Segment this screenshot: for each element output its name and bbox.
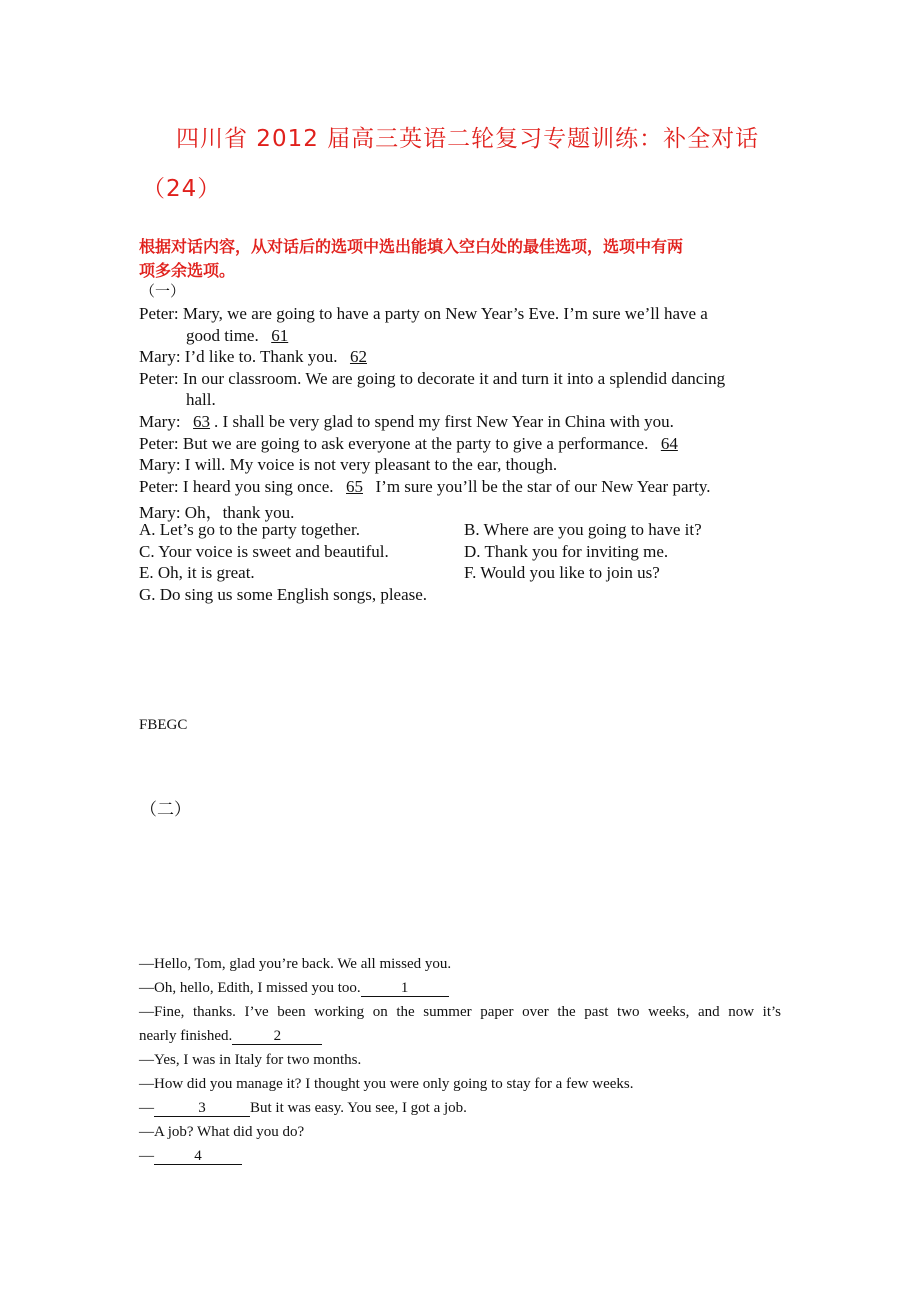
answer-key: FBEGC bbox=[139, 717, 188, 733]
dialogue-line: Mary: I will. My voice is not very pleasant to the ear, though. bbox=[139, 455, 558, 474]
option-c: C. Your voice is sweet and beautiful. bbox=[139, 542, 389, 561]
blank-61: 61 bbox=[271, 326, 289, 345]
blank-4: 4 bbox=[154, 1148, 242, 1165]
dialogue-line: —A job? What did you do? bbox=[139, 1124, 305, 1140]
dialogue-line: hall. bbox=[186, 390, 216, 409]
blank-3: 3 bbox=[154, 1100, 250, 1117]
blank-64: 64 bbox=[660, 434, 678, 453]
dialogue-line: —Fine, thanks. I’ve been working on the summer paper over the past two weeks, and now it’s bbox=[139, 1004, 781, 1020]
blank-2: 2 bbox=[232, 1028, 322, 1045]
blank-65: 65 bbox=[346, 477, 363, 496]
dialogue-line: Peter: I heard you sing once. 65 I’m sure you’ll be the star of our New Year party. bbox=[139, 477, 711, 496]
dialogue-line: Mary: I’d like to. Thank you. 62 bbox=[139, 347, 371, 367]
dialogue-line: Peter: But we are going to ask everyone at the party to give a performance. 64 bbox=[139, 434, 682, 454]
dialogue-line: —How did you manage it? I thought you were only going to stay for a few weeks. bbox=[139, 1076, 634, 1092]
blank-62: 62 bbox=[349, 347, 367, 366]
instruction-line-1: 根据对话内容，从对话后的选项中选出能填入空白处的最佳选项，选项中有两 bbox=[139, 237, 684, 256]
page-title: 四川省 2012 届高三英语二轮复习专题训练：补全对话 bbox=[176, 126, 760, 152]
dialogue-line: Mary: Oh，thank you. bbox=[139, 503, 295, 522]
option-b: B. Where are you going to have it? bbox=[464, 520, 702, 539]
blank-1: 1 bbox=[361, 980, 449, 997]
section-label-2: （二） bbox=[140, 800, 191, 819]
dialogue-line: —Yes, I was in Italy for two months. bbox=[139, 1052, 362, 1068]
dialogue-line: —Oh, hello, Edith, I missed you too. 1 bbox=[139, 980, 449, 997]
dialogue-line: nearly finished. 2 bbox=[139, 1028, 322, 1045]
dialogue-line: Mary: 63 . I shall be very glad to spend my first New Year in China with you. bbox=[139, 412, 674, 431]
instruction-line-2: 项多余选项。 bbox=[139, 261, 236, 280]
option-g: G. Do sing us some English songs, please. bbox=[139, 585, 428, 604]
page-title-number: （24） bbox=[142, 176, 222, 202]
option-f: F. Would you like to join us? bbox=[464, 563, 660, 582]
dialogue-line: Peter: In our classroom. We are going to decorate it and turn it into a splendid dancing bbox=[139, 369, 726, 388]
option-a: A. Let’s go to the party together. bbox=[139, 520, 360, 539]
option-d: D. Thank you for inviting me. bbox=[464, 542, 669, 561]
blank-63: 63 bbox=[193, 412, 211, 431]
section-label-1: （一） bbox=[140, 284, 186, 300]
dialogue-line: —Hello, Tom, glad you’re back. We all missed you. bbox=[139, 956, 452, 972]
dialogue-line: Peter: Mary, we are going to have a party on New Year’s Eve. I’m sure we’ll have a bbox=[139, 304, 708, 323]
option-e: E. Oh, it is great. bbox=[139, 563, 255, 582]
dialogue-line: — 4 bbox=[139, 1148, 242, 1165]
dialogue-line: good time. 61 bbox=[186, 326, 292, 346]
dialogue-line: — 3 But it was easy. You see, I got a job. bbox=[139, 1100, 467, 1116]
